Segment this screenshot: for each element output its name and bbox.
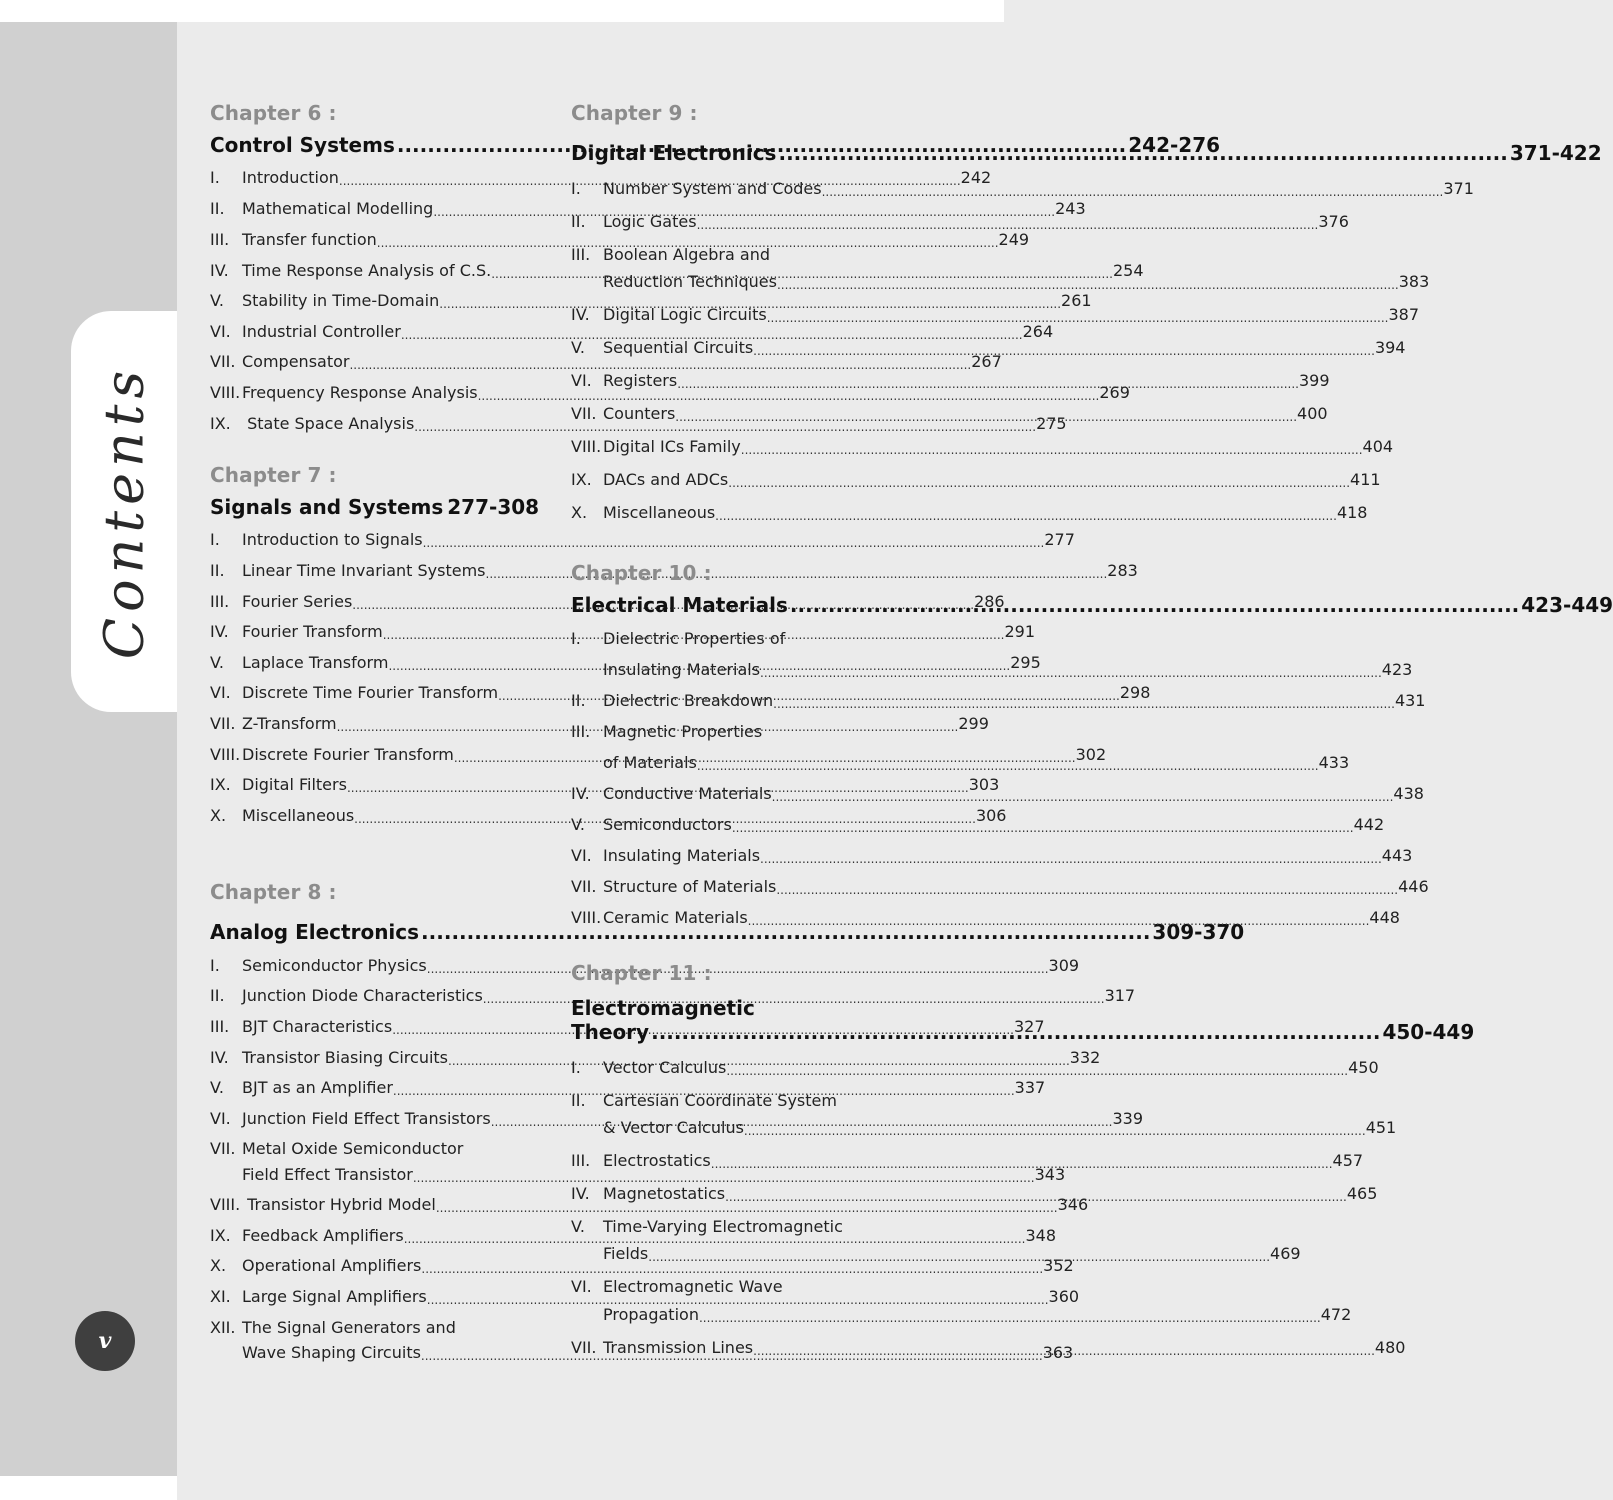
entry-title: Dielectric Breakdown <box>603 691 774 710</box>
entry-page: 254 <box>1112 261 1144 280</box>
entry-number: IV. <box>210 622 229 641</box>
chapter-page-range: 277-308 <box>447 495 540 519</box>
entry-title: Counters <box>603 404 676 423</box>
entry-title: Time-Varying Electromagnetic <box>603 1217 843 1236</box>
dot-leader <box>726 1061 1348 1081</box>
entry-title-line2 <box>603 749 1349 776</box>
entry-title: Junction Diode Characteristics <box>242 986 483 1005</box>
dot-leader <box>748 911 1370 931</box>
entry-number: V. <box>210 1078 224 1097</box>
chapter-title <box>210 920 1245 944</box>
entry-title-line2 <box>603 656 1412 683</box>
dot-leader <box>777 275 1399 295</box>
dot-leader <box>427 959 1049 979</box>
entry-title: Conductive Materials <box>603 784 772 803</box>
chapter-label: Chapter 9 : <box>571 101 698 125</box>
chapter-page-range: 450-449 <box>1382 1020 1475 1044</box>
toc-entry[interactable] <box>210 348 1002 375</box>
entry-title: Magnetic Properties <box>603 722 763 741</box>
entry-number: V. <box>210 653 224 672</box>
entry-number: I. <box>571 179 581 198</box>
entry-title: BJT Characteristics <box>242 1017 393 1036</box>
entry-number: IX. <box>210 775 231 794</box>
entry-number: I. <box>571 629 581 648</box>
entry-number: VII. <box>571 877 597 896</box>
entry-text-block <box>603 625 1412 683</box>
chapter-title-text: Signals and Systems <box>210 495 444 519</box>
entry-number: IV. <box>210 261 229 280</box>
entry-title: Junction Field Effect Transistors <box>242 1109 491 1128</box>
entry-number: IX. <box>571 470 592 489</box>
entry-number: VIII. <box>210 383 241 402</box>
entry-page: 306 <box>975 806 1007 825</box>
entry-title-line2 <box>603 1301 1351 1328</box>
entry-page: 267 <box>971 352 1002 371</box>
entry-number: V. <box>210 291 224 310</box>
entry-page: 448 <box>1369 908 1400 927</box>
entry-text-block <box>603 241 1429 295</box>
entry-page: 400 <box>1297 404 1328 423</box>
entry-title: Stability in Time-Domain <box>242 291 440 310</box>
entry-title: Transfer function <box>242 230 377 249</box>
entry-title-continued: Fields <box>603 1244 649 1263</box>
entry-page: 376 <box>1318 212 1349 231</box>
entry-number: II. <box>210 986 225 1005</box>
toc-entry[interactable] <box>571 1147 1364 1174</box>
entry-page: 423 <box>1381 660 1413 679</box>
entry-number: VII. <box>571 404 597 423</box>
entry-title: Semiconductors <box>603 815 732 834</box>
dot-leader <box>760 663 1382 683</box>
dot-leader <box>753 1341 1375 1361</box>
chapter-title-text: Control Systems <box>210 133 395 157</box>
entry-text-block <box>603 1273 1351 1328</box>
entry-number: X. <box>210 1256 227 1275</box>
entry-title: Ceramic Materials <box>603 908 748 927</box>
entry-number: III. <box>210 1017 230 1036</box>
entry-page: 480 <box>1374 1338 1406 1357</box>
toc-entry[interactable] <box>571 842 1413 869</box>
entry-title: Compensator <box>242 352 350 371</box>
chapter-title <box>571 996 755 1020</box>
entry-title: Laplace Transform <box>242 653 389 672</box>
entry-page: 352 <box>1043 1256 1074 1275</box>
entry-number: IV. <box>210 1048 229 1067</box>
toc-entry[interactable] <box>571 499 1368 526</box>
entry-number: IX. <box>210 1226 231 1245</box>
entry-title: Fourier Series <box>242 592 353 611</box>
entry-title: Electrostatics <box>603 1151 711 1170</box>
entry-number: V. <box>571 1217 585 1236</box>
dot-leader <box>697 756 1319 776</box>
entry-number: VI. <box>210 1109 231 1128</box>
entry-title: Structure of Materials <box>603 877 777 896</box>
entry-number: III. <box>571 722 591 741</box>
toc-entry[interactable] <box>571 334 1406 361</box>
page-number-badge: v <box>75 1311 135 1371</box>
dot-leader <box>675 407 1297 427</box>
dot-leader <box>790 593 1519 617</box>
entry-page: 337 <box>1014 1078 1046 1097</box>
entry-number: VI. <box>571 1277 592 1296</box>
entry-number: VI. <box>210 322 231 341</box>
entry-page: 298 <box>1119 683 1151 702</box>
entry-page: 277 <box>1044 530 1075 549</box>
entry-page: 339 <box>1112 1109 1144 1128</box>
entry-page: 291 <box>1004 622 1035 641</box>
entry-page: 299 <box>958 714 989 733</box>
entry-title: Sequential Circuits <box>603 338 754 357</box>
entry-title: Metal Oxide Semiconductor <box>242 1139 464 1158</box>
entry-title: Z-Transform <box>242 714 337 733</box>
dot-leader <box>711 1154 1333 1174</box>
entry-page: 457 <box>1332 1151 1364 1170</box>
dot-leader <box>744 1121 1366 1141</box>
entry-title: Number System and Codes <box>603 179 822 198</box>
entry-number: XI. <box>210 1287 231 1306</box>
entry-page: 394 <box>1374 338 1406 357</box>
entry-number: III. <box>571 1151 591 1170</box>
entry-title: Semiconductor Physics <box>242 956 427 975</box>
entry-title: Miscellaneous <box>242 806 355 825</box>
dot-leader <box>741 440 1363 460</box>
dot-leader <box>767 308 1389 328</box>
entry-number: X. <box>571 503 588 522</box>
entry-page: 302 <box>1075 745 1107 764</box>
entry-title: Digital ICs Family <box>603 437 741 456</box>
entry-text-block <box>603 1213 1301 1267</box>
contents-tab-title: Contents <box>92 364 156 660</box>
entry-page: 360 <box>1048 1287 1080 1306</box>
entry-page: 317 <box>1104 986 1136 1005</box>
entry-number: V. <box>571 338 585 357</box>
dot-leader <box>772 787 1394 807</box>
dot-leader <box>728 473 1350 493</box>
entry-page: 343 <box>1034 1165 1066 1184</box>
chapter-label: Chapter 6 : <box>210 101 337 125</box>
chapter-page-range: 309-370 <box>1152 920 1245 944</box>
entry-number: VII. <box>210 1139 236 1158</box>
entry-number: VII. <box>210 714 236 733</box>
toc-entry[interactable] <box>210 526 1075 553</box>
entry-page: 286 <box>974 592 1005 611</box>
chapter-page-range: 423-449 <box>1521 593 1613 617</box>
dot-leader <box>699 1308 1321 1328</box>
entry-title: Time Response Analysis of C.S. <box>242 261 492 280</box>
entry-page: 348 <box>1025 1226 1057 1245</box>
entry-page: 411 <box>1350 470 1381 489</box>
dot-leader <box>760 849 1382 869</box>
entry-title: Insulating Materials <box>603 846 761 865</box>
entry-page: 332 <box>1069 1048 1101 1067</box>
entry-number: VII. <box>210 352 236 371</box>
entry-number: I. <box>210 530 220 549</box>
dot-leader <box>725 1187 1347 1207</box>
toc-entry[interactable] <box>571 466 1381 493</box>
entry-number: VII. <box>571 1338 597 1357</box>
entry-page: 418 <box>1336 503 1368 522</box>
entry-number: I. <box>210 956 220 975</box>
entry-title: Transmission Lines <box>603 1338 754 1357</box>
entry-page: 465 <box>1346 1184 1378 1203</box>
chapter-title-text: Electromagnetic <box>571 996 755 1020</box>
entry-title-line2 <box>603 1240 1301 1267</box>
entry-number: VIII. <box>210 745 241 764</box>
toc-entry[interactable] <box>210 287 1092 314</box>
entry-title: BJT as an Amplifier <box>242 1078 393 1097</box>
dot-leader <box>822 182 1444 202</box>
entry-title: The Signal Generators and <box>242 1318 456 1337</box>
entry-page: 469 <box>1270 1244 1301 1263</box>
entry-title: Transistor Hybrid Model <box>242 1195 436 1214</box>
entry-page: 261 <box>1061 291 1092 310</box>
entry-number: VI. <box>571 371 592 390</box>
entry-page: 243 <box>1055 199 1086 218</box>
entry-page: 371 <box>1443 179 1474 198</box>
entry-number: III. <box>571 245 591 264</box>
chapter-page-range: 242-276 <box>1128 133 1221 157</box>
chapter-page-range: 371-422 <box>1509 141 1602 165</box>
entry-title-continued: Insulating Materials <box>603 660 761 679</box>
entry-title: Digital Filters <box>242 775 347 794</box>
entry-title: Discrete Time Fourier Transform <box>242 683 499 702</box>
entry-title: Feedback Amplifiers <box>242 1226 404 1245</box>
entry-number: II. <box>210 199 225 218</box>
entry-page: 431 <box>1394 691 1426 710</box>
entry-page: 438 <box>1393 784 1424 803</box>
dot-leader <box>753 341 1375 361</box>
entry-title: Large Signal Amplifiers <box>242 1287 427 1306</box>
dot-leader <box>773 694 1395 714</box>
toc-entry[interactable] <box>210 226 1030 253</box>
entry-page: 383 <box>1398 272 1430 291</box>
entry-number: IV. <box>571 305 590 324</box>
entry-title-continued: of Materials <box>603 753 697 772</box>
entry-title: Linear Time Invariant Systems <box>242 561 486 580</box>
entry-number: IX. <box>210 414 231 433</box>
entry-page: 450 <box>1348 1058 1379 1077</box>
entry-page: 404 <box>1362 437 1394 456</box>
entry-title-continued: Propagation <box>603 1305 699 1324</box>
toc-entry[interactable] <box>571 433 1394 460</box>
toc-entry[interactable] <box>571 873 1429 900</box>
chapter-label: Chapter 7 : <box>210 463 337 487</box>
entry-title-continued: Field Effect Transistor <box>242 1165 413 1184</box>
dot-leader <box>648 1247 1270 1267</box>
chapter-label: Chapter 11 : <box>571 961 712 985</box>
dot-leader <box>697 215 1319 235</box>
entry-title-continued: Wave Shaping Circuits <box>242 1343 421 1362</box>
entry-title: State Space Analysis <box>242 414 415 433</box>
entry-title: Digital Logic Circuits <box>603 305 767 324</box>
entry-number: VIII. <box>210 1195 241 1214</box>
entry-page: 309 <box>1048 956 1080 975</box>
entry-page: 346 <box>1057 1195 1089 1214</box>
entry-page: 451 <box>1365 1118 1397 1137</box>
chapter-title-text: Theory <box>571 1020 650 1044</box>
entry-number: II. <box>571 691 586 710</box>
entry-title: Dielectric Properties of <box>603 629 786 648</box>
entry-number: III. <box>210 230 230 249</box>
entry-number: X. <box>210 806 227 825</box>
entry-title: DACs and ADCs <box>603 470 729 489</box>
entry-number: VI. <box>210 683 231 702</box>
entry-number: IV. <box>571 1184 590 1203</box>
entry-page: 264 <box>1022 322 1054 341</box>
entry-title: Registers <box>603 371 678 390</box>
entry-title: Introduction <box>242 168 339 187</box>
toc-entry[interactable] <box>571 301 1420 328</box>
chapter-title <box>210 495 540 519</box>
entry-page: 472 <box>1320 1305 1352 1324</box>
entry-title-continued: Reduction Techniques <box>603 272 777 291</box>
entry-page: 269 <box>1099 383 1130 402</box>
entry-page: 363 <box>1042 1343 1074 1362</box>
entry-page: 283 <box>1107 561 1138 580</box>
entry-title: Transistor Biasing Circuits <box>242 1048 449 1067</box>
page-bottom-margin <box>0 1476 177 1500</box>
chapter-title-text: Digital Electronics <box>571 141 777 165</box>
chapter-label: Chapter 8 : <box>210 880 337 904</box>
entry-page: 275 <box>1036 414 1067 433</box>
entry-title-continued: & Vector Calculus <box>603 1118 744 1137</box>
dot-leader <box>651 1020 1380 1044</box>
dot-leader <box>677 374 1299 394</box>
entry-number: XII. <box>210 1318 236 1337</box>
entry-page: 446 <box>1398 877 1429 896</box>
dot-leader <box>776 880 1398 900</box>
entry-number: VIII. <box>571 908 602 927</box>
entry-page: 295 <box>1010 653 1041 672</box>
entry-number: I. <box>571 1058 581 1077</box>
entry-title: Fourier Transform <box>242 622 383 641</box>
entry-title: Electromagnetic Wave <box>603 1277 783 1296</box>
entry-text-block <box>603 718 1349 776</box>
dot-leader <box>423 533 1045 553</box>
entry-title: Industrial Controller <box>242 322 401 341</box>
entry-page: 303 <box>968 775 1000 794</box>
entry-title-line2 <box>603 1114 1396 1141</box>
entry-number: II. <box>571 212 586 231</box>
chapter-label: Chapter 10 : <box>571 561 712 585</box>
entry-number: II. <box>571 1091 586 1110</box>
entry-title: Logic Gates <box>603 212 697 231</box>
toc-entry[interactable] <box>571 904 1400 931</box>
entry-title: Introduction to Signals <box>242 530 423 549</box>
sidebar-band <box>0 22 177 1476</box>
entry-page: 249 <box>998 230 1030 249</box>
entry-page: 399 <box>1298 371 1330 390</box>
entry-text-block <box>603 1087 1396 1141</box>
entry-title: Magnetostatics <box>603 1184 726 1203</box>
entry-page: 327 <box>1013 1017 1045 1036</box>
entry-page: 387 <box>1388 305 1420 324</box>
entry-number: III. <box>210 592 230 611</box>
entry-title-line2 <box>603 268 1429 295</box>
page-top-margin <box>0 0 1004 22</box>
entry-title: Discrete Fourier Transform <box>242 745 454 764</box>
entry-number: IV. <box>571 784 590 803</box>
entry-page: 442 <box>1353 815 1385 834</box>
dot-leader <box>732 818 1354 838</box>
entry-page: 242 <box>960 168 992 187</box>
toc-entry[interactable] <box>210 318 1054 345</box>
entry-title: Frequency Response Analysis <box>242 383 478 402</box>
chapter-title-text: Electrical Materials <box>571 593 788 617</box>
entry-title: Operational Amplifiers <box>242 1256 422 1275</box>
entry-number: II. <box>210 561 225 580</box>
entry-title: Miscellaneous <box>603 503 716 522</box>
chapter-title-text: Analog Electronics <box>210 920 420 944</box>
entry-number: I. <box>210 168 220 187</box>
entry-number: V. <box>571 815 585 834</box>
entry-page: 433 <box>1318 753 1350 772</box>
entry-page: 443 <box>1381 846 1413 865</box>
entry-title: Cartesian Coordinate System <box>603 1091 837 1110</box>
entry-title: Vector Calculus <box>603 1058 727 1077</box>
dot-leader <box>778 141 1507 165</box>
dot-leader <box>715 506 1337 526</box>
entry-number: VI. <box>571 846 592 865</box>
entry-title: Mathematical Modelling <box>242 199 434 218</box>
entry-title: Boolean Algebra and <box>603 245 770 264</box>
entry-number: VIII. <box>571 437 602 456</box>
